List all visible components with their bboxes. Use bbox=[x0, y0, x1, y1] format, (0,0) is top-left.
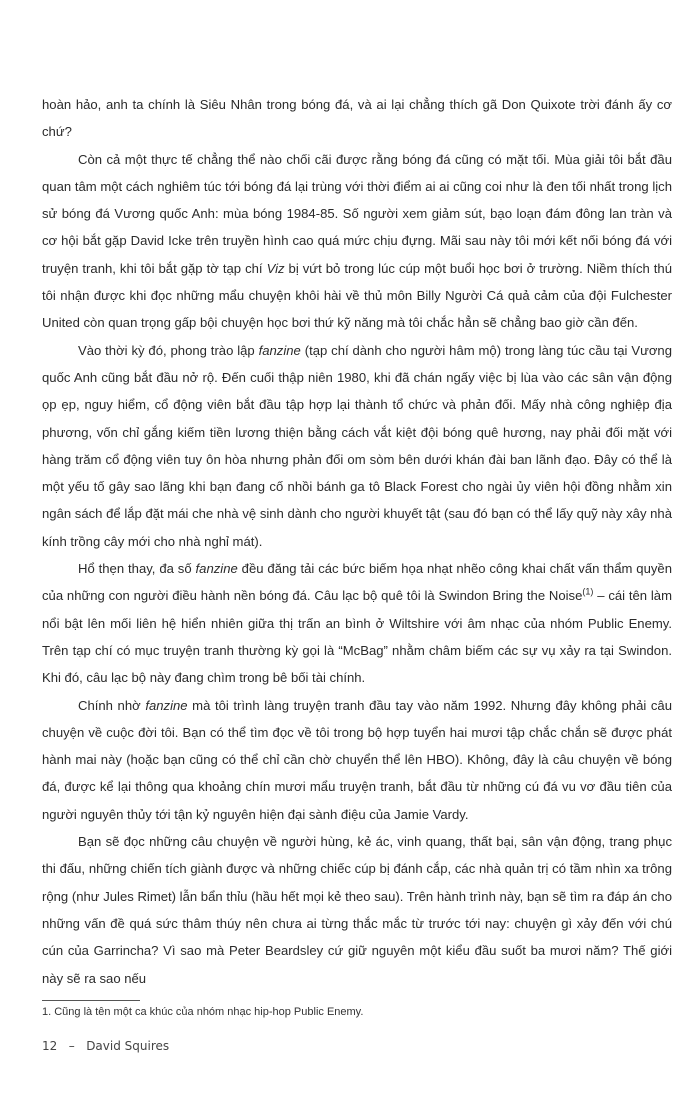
text-run: Hổ thẹn thay, đa số bbox=[78, 561, 196, 577]
text-run: mà tôi trình làng truyện tranh đầu tay vào năm 1992. Nhưng đây không phải câu chuyện về cuộc đời tôi. Bạn có thể tìm đọc về tôi trong bộ hợp tuyển hai mươi tập chắc chắn sẽ được phát hành mai này (hoặc bạn cũng có thể chỉ cần chờ chuyển thể lên HBO). Không, đây là câu chuyện về bóng đá, được kể lại thông qua khoảng chín mươi mẩu truyện tranh, bắt đầu từ những cú đá vu vơ đầu tiên của người nguyên thủy tới tận kỷ nguyên hiện đại sành điệu của Jamie Vardy. bbox=[42, 697, 672, 822]
text-run: hoàn hảo, anh ta chính là Siêu Nhân trong bóng đá, và ai lại chẳng thích gã Don Quixote trời đánh ấy cơ chứ? bbox=[42, 97, 672, 140]
italic-term: fanzine bbox=[258, 342, 301, 358]
paragraph bbox=[42, 692, 672, 828]
paragraph bbox=[42, 146, 672, 337]
text-run: Chính nhờ bbox=[78, 697, 146, 713]
text-run: bị vứt bỏ trong lúc cúp một buổi học bơi ở trường. Niềm thích thú tôi nhận được khi đọc những mẩu chuyện khôi hài về thủ môn Billy Người Cá quả cảm của đội Fulchester United còn quan trọng gấp bội chuyện học bơi thứ kỹ năng mà tôi chắc hẳn sẽ chẳng bao giờ cần đến. bbox=[42, 260, 672, 331]
text-run: (tạp chí dành cho người hâm mộ) trong làng túc cầu tại Vương quốc Anh cũng bắt đầu nở rộ. Đến cuối thập niên 1980, khi đã chán ngấy việc bị lùa vào các sân vận động ọp ẹp, nguy hiểm, cổ động viên bắt đầu tập hợp lại thành tổ chức và phản đối. Mấy nhà công nghiệp địa phương, vốn chỉ gắng kiếm tiền lương thiện bằng cách vắt kiệt đội bóng quê hương, nay phải đối mặt với hàng trăm cổ động viên tuy ôn hòa nhưng phản đối om sòm bên dưới khán đài ban lãnh đạo. Đây có thể là một yếu tố gây sao lãng khi bạn đang cố nhồi bánh ga tô Black Forest cho ngài ủy viên hội đồng nhằm xin ngân sách để lắp đặt mái che nhà vệ sinh dành cho người khuyết tật (sau đó bạn có thể lấy quỹ này xây nhà kính trồng cây mới cho nhà nghỉ mát). bbox=[42, 342, 672, 549]
text-run: Vào thời kỳ đó, phong trào lập bbox=[78, 342, 259, 358]
footnote-ref: (1) bbox=[582, 586, 594, 597]
text-run: – cái tên làm nổi bật lên mối liên hệ hiển nhiên giữa thị trấn an bình ở Wiltshire với âm nhạc của nhóm Public Enemy. Trên tạp chí có mục truyện tranh thường kỳ gọi là “McBag” nhằm châm biếm các sự vụ xảy ra tại Swindon. Khi đó, câu lạc bộ này đang chìm trong bê bối tài chính. bbox=[42, 588, 672, 686]
folio-separator: – bbox=[68, 1039, 75, 1053]
italic-term: fanzine bbox=[195, 561, 238, 577]
page-footer bbox=[42, 1039, 169, 1053]
paragraph-continuation bbox=[42, 91, 672, 146]
italic-term: Viz bbox=[266, 260, 285, 276]
text-run: đều đăng tải các bức biếm họa nhạt nhẽo công khai chất vấn thẩm quyền của những con người điều hành nền bóng đá. Câu lạc bộ quê tôi là Swindon Bring the Noise bbox=[42, 561, 672, 604]
italic-term: fanzine bbox=[145, 697, 188, 713]
paragraph bbox=[42, 337, 672, 555]
text-run: Còn cả một thực tế chẳng thể nào chối cãi được rằng bóng đá cũng có mặt tối. Mùa giải tôi bắt đầu quan tâm một cách nghiêm túc tới bóng đá lại trùng với thời điểm ai ai cũng coi như là đen tối nhất trong lịch sử bóng đá Vương quốc Anh: mùa bóng 1984-85. Số người xem giảm sút, bạo loạn đám đông lan tràn và cơ hội bắt gặp David Icke trên truyền hình cao quá mức chịu đựng. Mãi sau này tôi mới kết nối bóng đá với truyện tranh, khi tôi bắt gặp tờ tạp chí bbox=[42, 151, 672, 276]
footnote-divider bbox=[42, 1000, 140, 1001]
body-text bbox=[42, 91, 672, 992]
paragraph bbox=[42, 555, 672, 691]
author-name: David Squires bbox=[86, 1039, 170, 1053]
footnote: 1. Cũng là tên một ca khúc của nhóm nhạc hip-hop Public Enemy. bbox=[42, 1006, 364, 1018]
page-number: 12 bbox=[42, 1039, 58, 1053]
text-run: Bạn sẽ đọc những câu chuyện về người hùng, kẻ ác, vinh quang, thất bại, sân vận động, trang phục thi đấu, những chiến tích giành được và những chiếc cúp bị đánh cắp, các nhà quản trị có tầm nhìn xa trông rộng (như Jules Rimet) lẫn bẩn thỉu (hầu hết mọi kẻ theo sau). Trên hành trình này, bạn sẽ tìm ra đáp án cho những vấn đề quá sức thâm thúy nên chưa ai từng thắc mắc từ trước tới nay: chuyện gì xảy đến với chú cún của Garrincha? Vì sao mà Peter Beardsley cứ giữ nguyên một kiểu đầu suốt ba mươi năm? Thế giới này sẽ ra sao nếu bbox=[42, 834, 672, 986]
paragraph bbox=[42, 828, 672, 992]
